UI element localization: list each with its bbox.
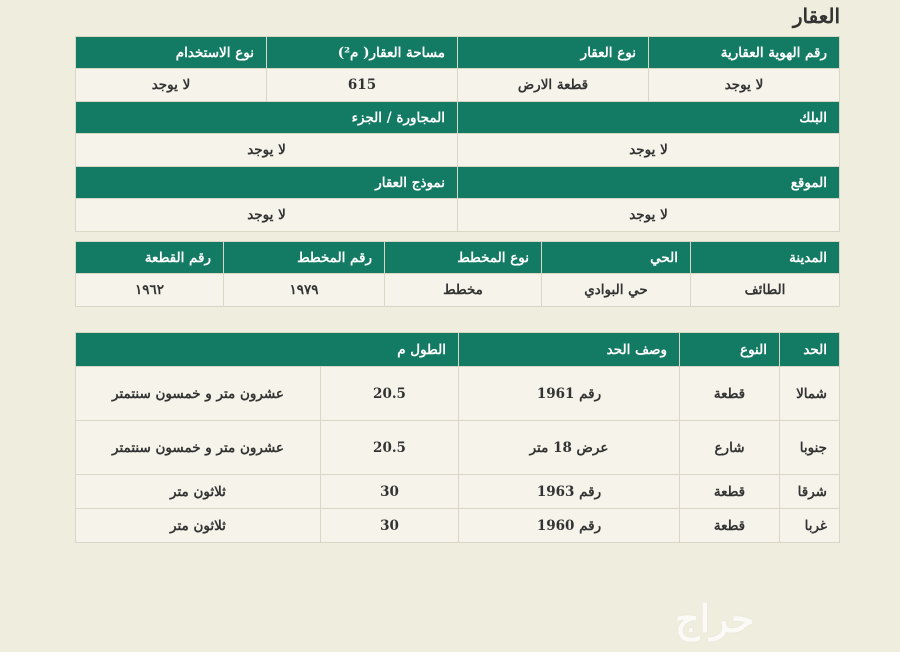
header-boundary-type: النوع [680, 333, 780, 367]
haraj-watermark-logo: حراج [675, 596, 755, 641]
boundary-length: 20.5 [321, 421, 459, 475]
header-city: المدينة [691, 242, 840, 274]
boundary-type: قطعة [680, 475, 780, 509]
header-plan-type: نوع المخطط [385, 242, 542, 274]
plan-info-table [75, 241, 840, 307]
table-row [76, 367, 840, 421]
boundary-side: شرقا [780, 475, 840, 509]
value-property-model: لا يوجد [76, 199, 458, 232]
boundary-type: شارع [680, 421, 780, 475]
value-city: الطائف [691, 274, 840, 307]
header-boundary-desc: وصف الحد [459, 333, 680, 367]
location-header-row [76, 167, 840, 199]
value-site: لا يوجد [458, 199, 840, 232]
header-district: الحي [542, 242, 691, 274]
value-neighborhood-part: لا يوجد [76, 134, 458, 167]
boundary-desc: رقم 1960 [459, 509, 680, 543]
block-header-row [76, 102, 840, 134]
header-property-type: نوع العقار [458, 37, 649, 69]
header-usage-type: نوع الاستخدام [76, 37, 267, 69]
header-length: الطول م [76, 333, 459, 367]
property-value-row [76, 69, 840, 102]
plan-value-row [76, 274, 840, 307]
table-row [76, 421, 840, 475]
header-neighborhood-part: المجاورة / الجزء [76, 102, 458, 134]
header-site: الموقع [458, 167, 840, 199]
table-row [76, 475, 840, 509]
boundary-length-text: عشرون متر و خمسون سنتمتر [76, 367, 321, 421]
header-property-id: رقم الهوية العقارية [649, 37, 840, 69]
boundary-length: 30 [321, 509, 459, 543]
value-plan-number: ١٩٧٩ [224, 274, 385, 307]
value-plot-number: ١٩٦٢ [76, 274, 224, 307]
section-title: العقار [792, 4, 840, 28]
boundary-side: شمالا [780, 367, 840, 421]
header-plan-number: رقم المخطط [224, 242, 385, 274]
property-header-row [76, 37, 840, 69]
value-property-area: 615 [267, 69, 458, 102]
boundary-length-text: ثلاثون متر [76, 509, 321, 543]
boundary-desc: رقم 1961 [459, 367, 680, 421]
header-boundary: الحد [780, 333, 840, 367]
boundary-length: 30 [321, 475, 459, 509]
boundary-length: 20.5 [321, 367, 459, 421]
value-block: لا يوجد [458, 134, 840, 167]
value-property-id: لا يوجد [649, 69, 840, 102]
table-row [76, 509, 840, 543]
boundary-side: جنوبا [780, 421, 840, 475]
boundary-desc: رقم 1963 [459, 475, 680, 509]
value-property-type: قطعة الارض [458, 69, 649, 102]
boundary-length-text: ثلاثون متر [76, 475, 321, 509]
location-value-row [76, 199, 840, 232]
property-info-table [75, 36, 840, 232]
value-district: حي البوادي [542, 274, 691, 307]
boundary-length-text: عشرون متر و خمسون سنتمتر [76, 421, 321, 475]
header-property-area: مساحة العقار( م²) [267, 37, 458, 69]
header-property-model: نموذج العقار [76, 167, 458, 199]
boundary-side: غربا [780, 509, 840, 543]
boundary-type: قطعة [680, 367, 780, 421]
boundaries-header-row [76, 333, 840, 367]
plan-header-row [76, 242, 840, 274]
header-block: البلك [458, 102, 840, 134]
boundaries-table [75, 332, 840, 543]
header-plot-number: رقم القطعة [76, 242, 224, 274]
boundary-type: قطعة [680, 509, 780, 543]
value-usage-type: لا يوجد [76, 69, 267, 102]
value-plan-type: مخطط [385, 274, 542, 307]
block-value-row [76, 134, 840, 167]
boundary-desc: عرض 18 متر [459, 421, 680, 475]
